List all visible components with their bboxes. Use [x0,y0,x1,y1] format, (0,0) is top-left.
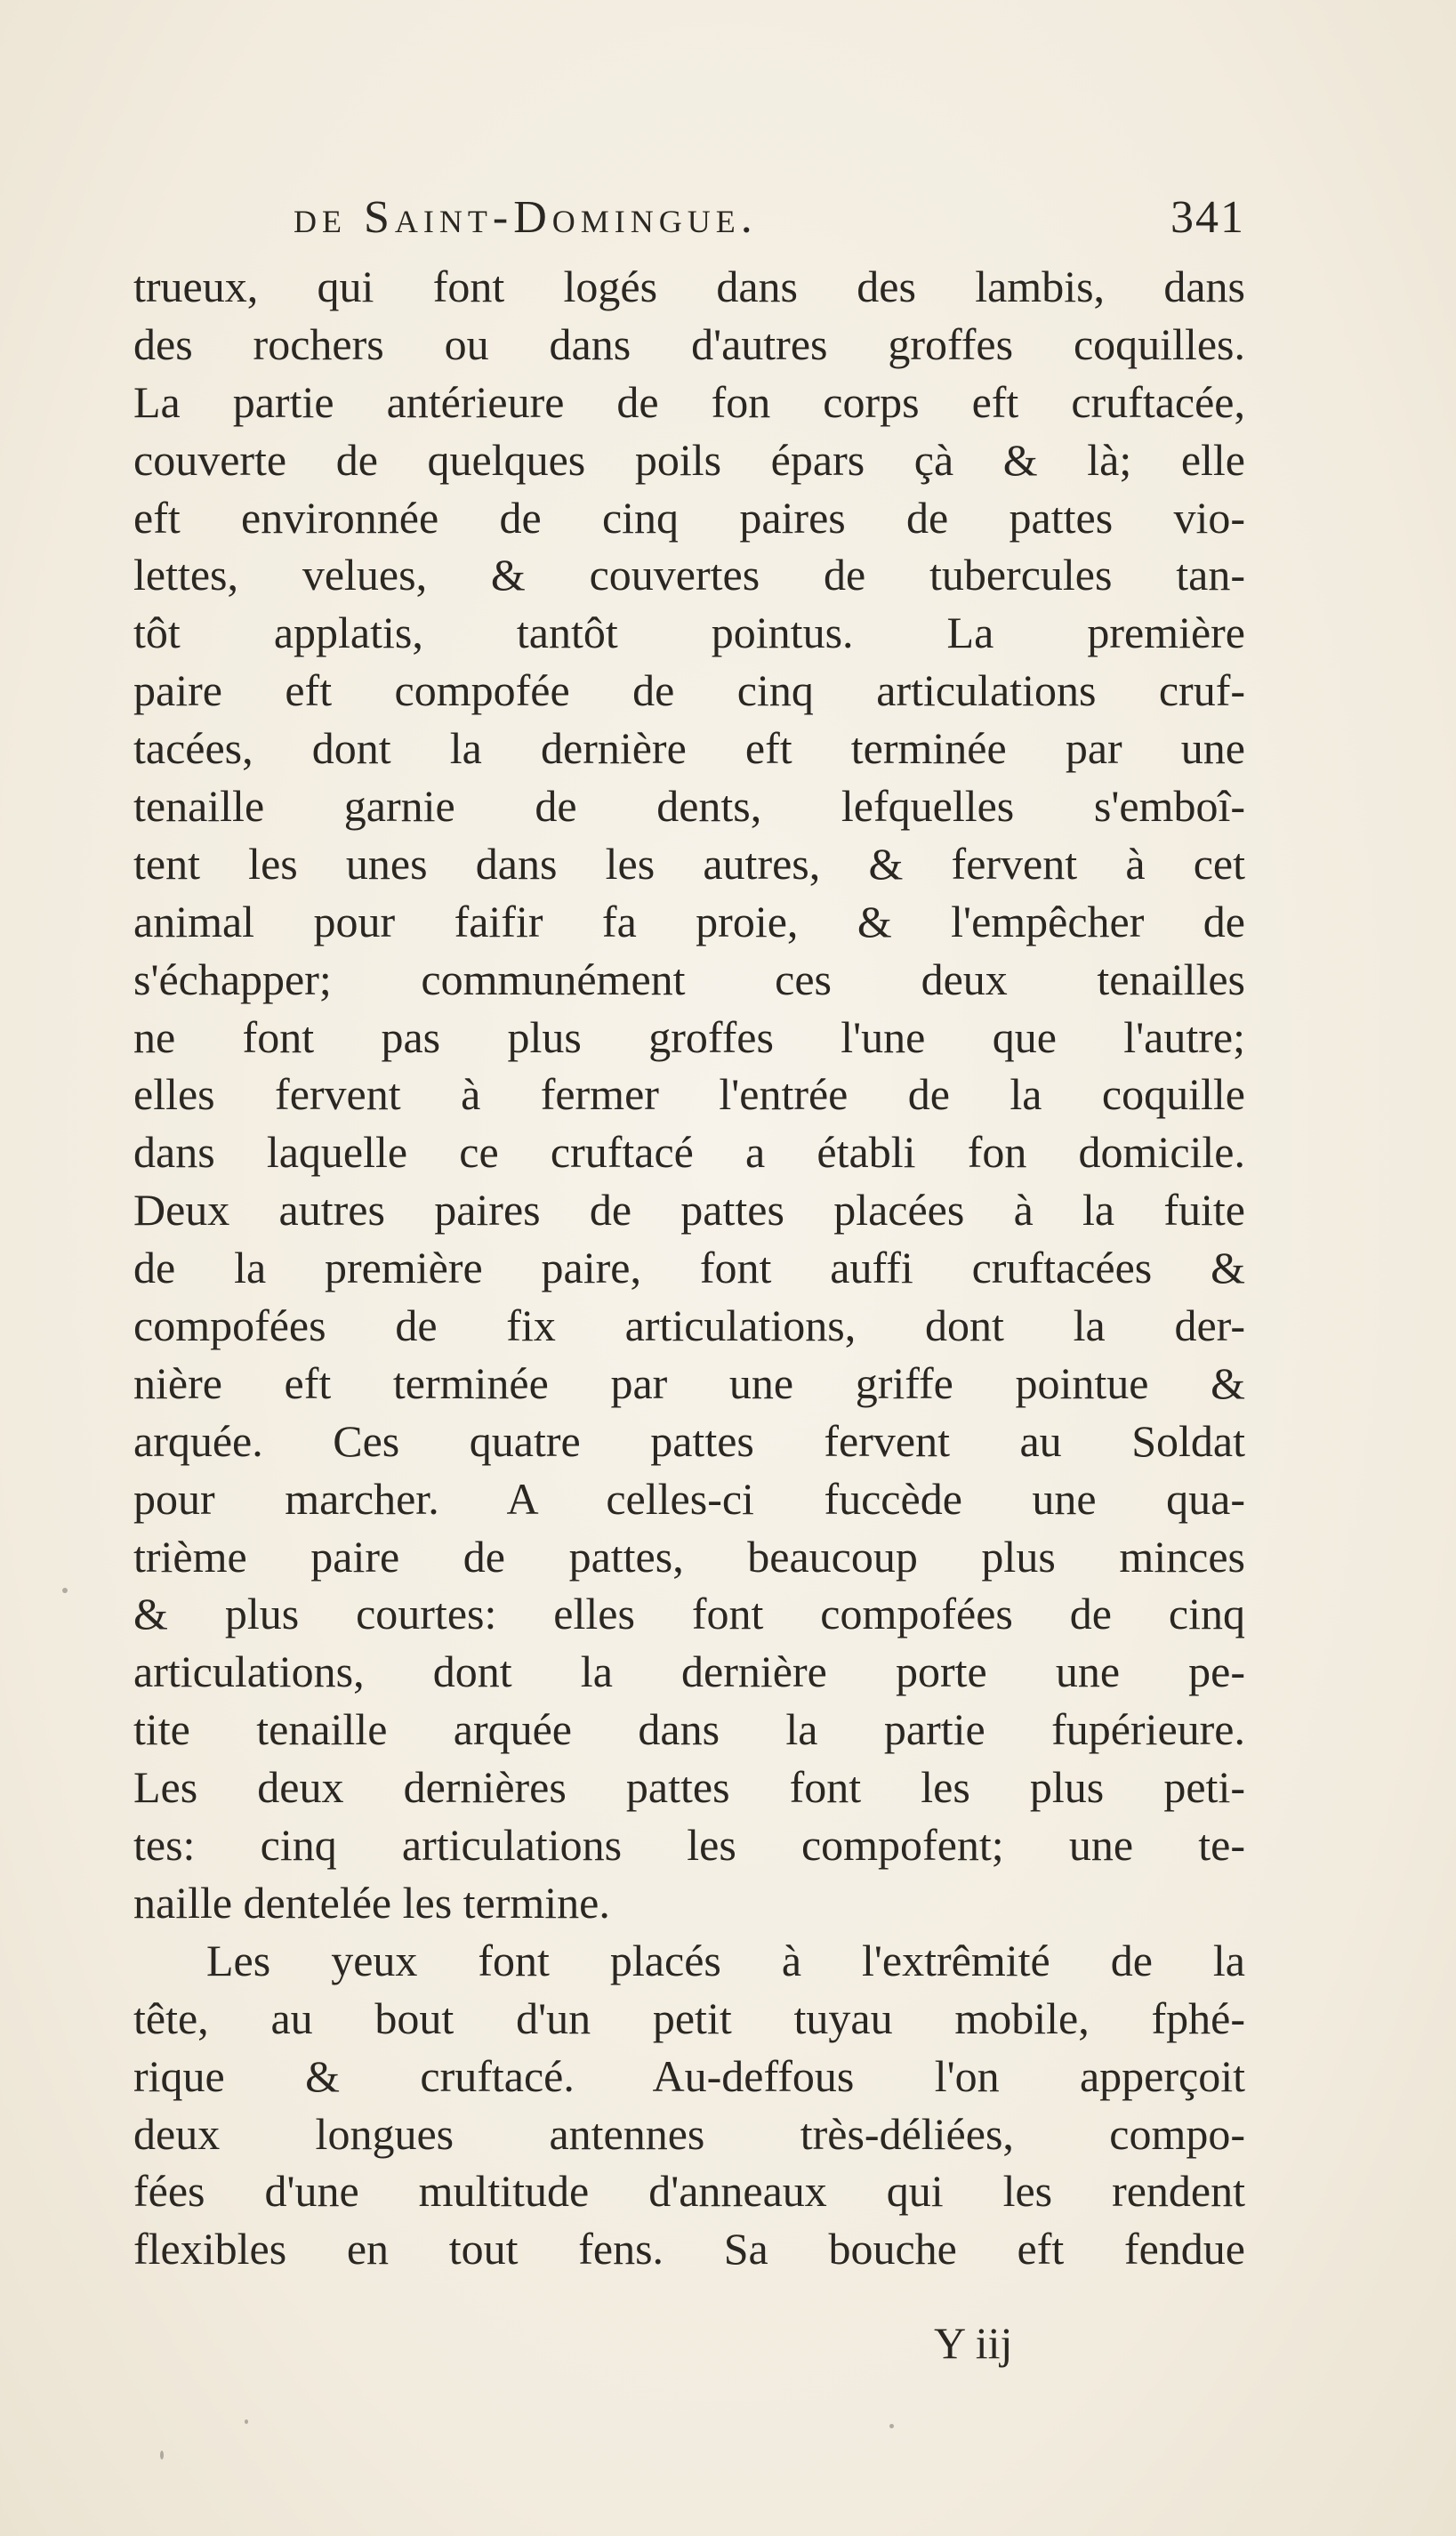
text-line: fées d'une multitude d'anneaux qui les rendent [133,2166,1245,2217]
page-number: 341 [1170,192,1245,243]
text-line: flexibles en tout fens. Sa bouche eft fendue [133,2224,1245,2274]
text-line: ne font pas plus groffes l'une que l'autre; [133,1011,1245,1062]
text-line: naille dentelée les termine. [133,1877,610,1928]
text-line: tête, au bout d'un petit tuyau mobile, fphé- [133,1993,1245,2043]
text-line: rique & cruftacé. Au-deffous l'on apperçoit [133,2050,1245,2101]
text-line: La partie antérieure de fon corps eft cruftacée, [133,376,1245,427]
text-line: elles fervent à fermer l'entrée de la coquille [133,1069,1245,1120]
text-line: tacées, dont la dernière eft terminée par une [133,723,1245,774]
text-line: trième paire de pattes, beaucoup plus minces [133,1531,1245,1582]
ink-speck [160,2451,164,2460]
text-line: s'échapper; communément ces deux tenailles [133,954,1245,1004]
running-head: de Saint-Domingue. [294,192,758,243]
text-line: nière eft terminée par une griffe pointue & [133,1357,1245,1408]
text-line: tôt applatis, tantôt pointus. La première [133,608,1245,658]
ink-speck [62,1588,68,1593]
text-line: de la première paire, font auffi cruftacées & [133,1243,1245,1293]
text-line: lettes, velues, & couvertes de tubercules tan- [133,550,1245,600]
text-line: trueux, qui font logés dans des lambis, dans [133,262,1245,311]
page-header [294,191,1245,254]
text-line: deux longues antennes très-déliées, compo- [133,2108,1245,2159]
text-line: Deux autres paires de pattes placées à la fuite [133,1185,1245,1236]
text-line: dans laquelle ce cruftacé a établi fon domicile. [133,1127,1245,1178]
ink-speck [245,2419,248,2424]
text-line: paire eft compofée de cinq articulations cruf- [133,665,1245,716]
text-line: pour marcher. A celles-ci fuccède une qua- [133,1473,1245,1524]
text-line: animal pour faifir fa proie, & l'empêcher de [133,896,1245,946]
text-line: couverte de quelques poils épars çà & là; elle [133,434,1245,485]
text-line: compofées de fix articulations, dont la der- [133,1300,1245,1351]
signature-mark: Y iij [934,2318,1013,2368]
text-line: tenaille garnie de dents, lefquelles s'emboî- [133,781,1245,832]
text-line: Les deux dernières pattes font les plus peti- [133,1762,1245,1813]
text-line: tite tenaille arquée dans la partie fupérieure. [133,1704,1245,1755]
text-line: arquée. Ces quatre pattes fervent au Soldat [133,1415,1245,1466]
body-text [133,258,1245,2278]
text-line: eft environnée de cinq paires de pattes vio- [133,492,1245,543]
text-line: tes: cinq articulations les compofent; une te- [133,1820,1245,1871]
text-line: & plus courtes: elles font compofées de cinq [133,1589,1245,1639]
text-line: tent les unes dans les autres, & fervent à cet [133,838,1245,889]
text-line: des rochers ou dans d'autres groffes coquilles. [133,318,1245,369]
ink-speck [889,2424,894,2428]
text-line: articulations, dont la dernière porte une pe- [133,1646,1245,1697]
text-line: Les yeux font placés à l'extrêmité de la [206,1935,1245,1985]
